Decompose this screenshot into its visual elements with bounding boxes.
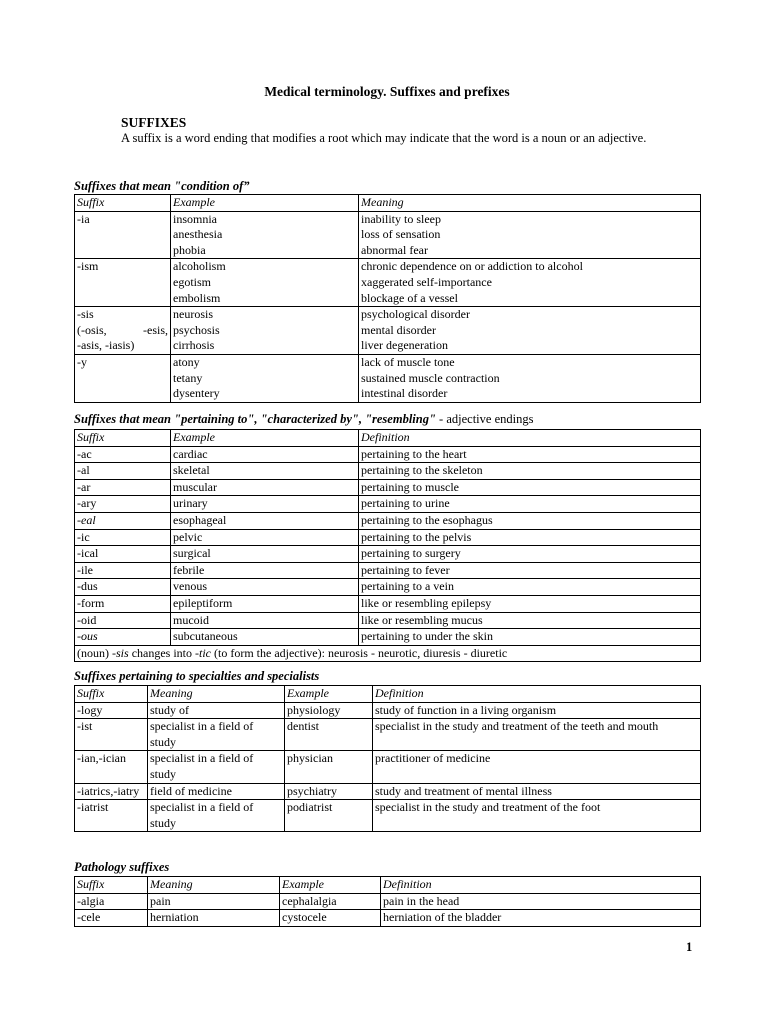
table-cell: herniation of the bladder	[381, 910, 701, 927]
table-row	[75, 546, 701, 563]
table-row	[75, 579, 701, 596]
section-title-adjective	[74, 412, 533, 427]
note-italic: sis	[116, 645, 129, 660]
table-header-row	[75, 877, 701, 894]
meaning-cell: psychological disorder mental disorder liver degeneration	[359, 307, 701, 355]
note-cell	[75, 645, 701, 662]
table-cell: muscular	[171, 479, 359, 496]
table-cell: pertaining to under the skin	[359, 629, 701, 646]
table-cell: -logy	[75, 702, 148, 719]
table-row	[75, 446, 701, 463]
table-cell: like or resembling mucus	[359, 612, 701, 629]
example-cell: atony tetany dysentery	[171, 354, 359, 402]
table-cell: specialist in a field of study	[148, 751, 285, 783]
table-cell: mucoid	[171, 612, 359, 629]
table-row	[75, 307, 701, 355]
table-body	[75, 893, 701, 926]
table-cell: cardiac	[171, 446, 359, 463]
table-cell: pain	[148, 893, 280, 910]
table-row	[75, 612, 701, 629]
table-condition-of	[74, 194, 701, 403]
table-row	[75, 529, 701, 546]
table-cell: study of function in a living organism	[373, 702, 701, 719]
meaning-cell: inability to sleep loss of sensation abnormal fear	[359, 211, 701, 259]
table-cell: psychiatry	[285, 783, 373, 800]
suffix-variant: (-osis,	[77, 322, 107, 337]
suffix-cell: -ia	[75, 211, 171, 259]
table-row	[75, 354, 701, 402]
note-italic: tic	[199, 645, 211, 660]
table-cell: -ous	[75, 629, 171, 646]
table-row	[75, 479, 701, 496]
table-cell: -ary	[75, 496, 171, 513]
table-cell: pertaining to muscle	[359, 479, 701, 496]
suffix-line: -asis, -iasis)	[77, 338, 135, 353]
table-cell: pertaining to fever	[359, 562, 701, 579]
meaning-cell: lack of muscle tone sustained muscle contraction intestinal disorder	[359, 354, 701, 402]
header-cell: Definition	[381, 877, 701, 894]
table-cell: -ist	[75, 719, 148, 751]
table-cell: pertaining to the esophagus	[359, 512, 701, 529]
table-cell: podiatrist	[285, 800, 373, 832]
example-cell: insomnia anesthesia phobia	[171, 211, 359, 259]
header-cell: Suffix	[75, 195, 171, 212]
header-cell: Meaning	[148, 686, 285, 703]
table-cell: -ar	[75, 479, 171, 496]
suffix-cell: -y	[75, 354, 171, 402]
table-cell: specialist in the study and treatment of the foot	[373, 800, 701, 832]
header-cell: Meaning	[359, 195, 701, 212]
table-cell: pertaining to surgery	[359, 546, 701, 563]
table-cell: febrile	[171, 562, 359, 579]
header-cell: Suffix	[75, 686, 148, 703]
table-cell: specialist in a field of study	[148, 800, 285, 832]
table-cell: -algia	[75, 893, 148, 910]
section-title-specialties: Suffixes pertaining to specialties and specialists	[74, 669, 320, 683]
table-pathology	[74, 876, 701, 927]
table-cell: -iatrics,-iatry	[75, 783, 148, 800]
table-cell: cystocele	[280, 910, 381, 927]
table-body	[75, 702, 701, 832]
note-text: changes into -	[128, 645, 199, 660]
suffix-line: -sis	[77, 307, 94, 322]
table-cell: -al	[75, 463, 171, 480]
table-cell: specialist in a field of study	[148, 719, 285, 751]
section-title-text: Suffixes that mean "pertaining to", "characterized by", "resembling"	[74, 412, 436, 426]
table-row	[75, 800, 701, 832]
header-cell: Example	[280, 877, 381, 894]
table-cell: -ile	[75, 562, 171, 579]
table-cell: -cele	[75, 910, 148, 927]
table-cell: pertaining to urine	[359, 496, 701, 513]
suffix-line	[77, 323, 168, 339]
table-cell: cephalalgia	[280, 893, 381, 910]
table-cell: -ical	[75, 546, 171, 563]
header-cell: Definition	[373, 686, 701, 703]
table-cell: -ac	[75, 446, 171, 463]
table-header-row	[75, 430, 701, 447]
suffix-cell	[75, 307, 171, 355]
section-title-tail: - adjective endings	[435, 412, 534, 426]
table-cell: -ic	[75, 529, 171, 546]
table-cell: physician	[285, 751, 373, 783]
header-cell: Example	[285, 686, 373, 703]
note-text: (noun) -	[77, 645, 116, 660]
table-cell: esophageal	[171, 512, 359, 529]
table-cell: epileptiform	[171, 595, 359, 612]
page-number: 1	[686, 940, 693, 954]
table-cell: -form	[75, 595, 171, 612]
example-cell: neurosis psychosis cirrhosis	[171, 307, 359, 355]
table-row	[75, 910, 701, 927]
example-cell: alcoholism egotism embolism	[171, 259, 359, 307]
header-cell: Suffix	[75, 430, 171, 447]
table-cell: like or resembling epilepsy	[359, 595, 701, 612]
table-header-row	[75, 195, 701, 212]
table-cell: dentist	[285, 719, 373, 751]
meaning-cell: chronic dependence on or addiction to alcohol xaggerated self-importance blockage of a vessel	[359, 259, 701, 307]
table-cell: -ian,-ician	[75, 751, 148, 783]
section-title-pathology: Pathology suffixes	[74, 860, 170, 874]
table-cell: specialist in the study and treatment of the teeth and mouth	[373, 719, 701, 751]
suffix-cell: -ism	[75, 259, 171, 307]
table-cell: venous	[171, 579, 359, 596]
table-row	[75, 719, 701, 751]
table-cell: -eal	[75, 512, 171, 529]
section-heading-suffixes: SUFFIXES	[121, 115, 187, 130]
table-cell: field of medicine	[148, 783, 285, 800]
table-row	[75, 562, 701, 579]
header-cell: Meaning	[148, 877, 280, 894]
table-body	[75, 446, 701, 645]
table-cell: -dus	[75, 579, 171, 596]
table-cell: physiology	[285, 702, 373, 719]
table-row	[75, 512, 701, 529]
table-row	[75, 463, 701, 480]
table-row	[75, 783, 701, 800]
table-row	[75, 496, 701, 513]
table-cell: pertaining to the pelvis	[359, 529, 701, 546]
table-cell: surgical	[171, 546, 359, 563]
table-cell: -iatrist	[75, 800, 148, 832]
table-header-row	[75, 686, 701, 703]
table-cell: practitioner of medicine	[373, 751, 701, 783]
header-cell: Example	[171, 195, 359, 212]
table-cell: skeletal	[171, 463, 359, 480]
table-note-row	[75, 645, 701, 662]
table-row	[75, 702, 701, 719]
table-cell: herniation	[148, 910, 280, 927]
header-cell: Example	[171, 430, 359, 447]
table-adjective-endings	[74, 429, 701, 662]
suffix-variant: -esis,	[143, 322, 168, 337]
table-row	[75, 751, 701, 783]
table-cell: subcutaneous	[171, 629, 359, 646]
table-cell: pertaining to the skeleton	[359, 463, 701, 480]
table-cell: -oid	[75, 612, 171, 629]
section-title-condition: Suffixes that mean "condition of”	[74, 179, 250, 193]
table-row	[75, 893, 701, 910]
document-title: Medical terminology. Suffixes and prefixes	[264, 84, 510, 99]
header-cell: Definition	[359, 430, 701, 447]
table-specialties	[74, 685, 701, 832]
table-cell: study of	[148, 702, 285, 719]
note-text: (to form the adjective): neurosis - neurotic, diuresis - diuretic	[211, 645, 508, 660]
header-cell: Suffix	[75, 877, 148, 894]
table-cell: pertaining to the heart	[359, 446, 701, 463]
table-cell: urinary	[171, 496, 359, 513]
table-cell: pertaining to a vein	[359, 579, 701, 596]
table-row	[75, 211, 701, 259]
table-cell: study and treatment of mental illness	[373, 783, 701, 800]
intro-paragraph: A suffix is a word ending that modifies a root which may indicate that the word is a noun or an adjective.	[121, 131, 647, 145]
table-row	[75, 629, 701, 646]
table-cell: pelvic	[171, 529, 359, 546]
table-cell: pain in the head	[381, 893, 701, 910]
table-row	[75, 259, 701, 307]
table-row	[75, 595, 701, 612]
